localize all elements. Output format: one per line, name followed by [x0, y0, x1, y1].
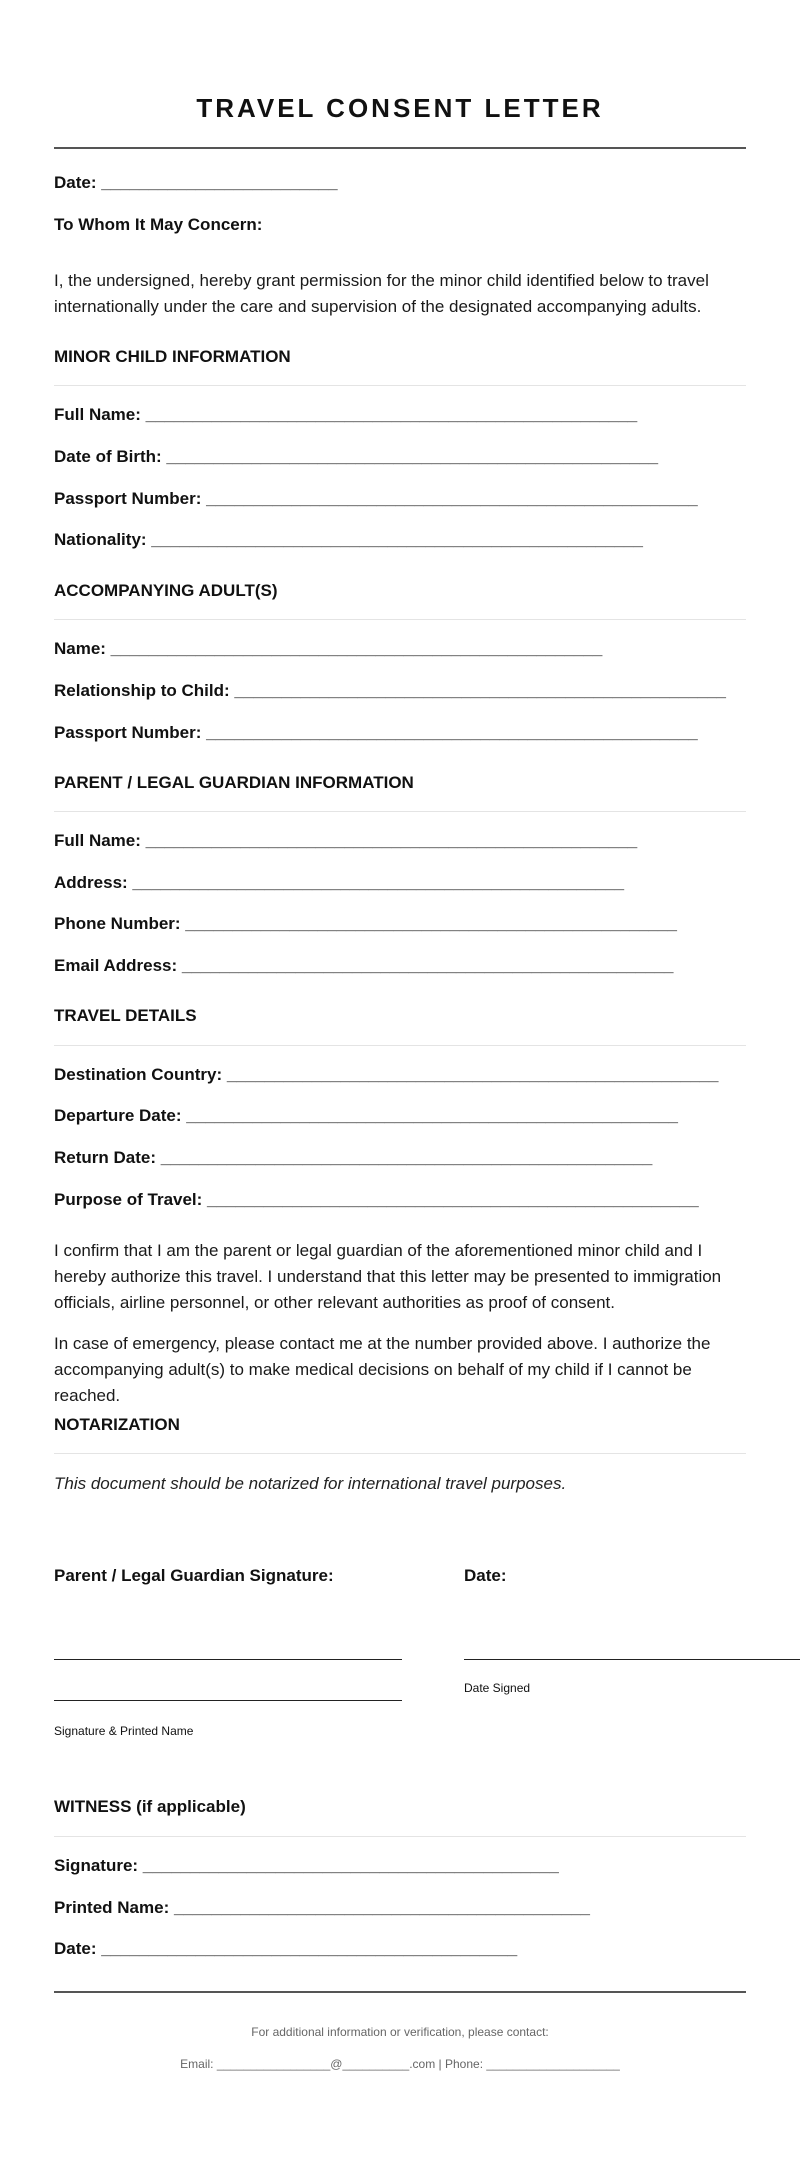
return-date-field: Return Date: ____________________________________________________	[54, 1148, 653, 1167]
signature-printed-name-caption: Signature & Printed Name	[54, 1724, 194, 1738]
guardian-signature-label: Parent / Legal Guardian Signature:	[54, 1566, 334, 1585]
witness-date-field: Date: ____________________________________________	[54, 1939, 518, 1958]
accompanying-adults-divider	[54, 619, 746, 620]
notarization-heading: NOTARIZATION	[54, 1415, 180, 1434]
departure-date-field: Departure Date: ____________________________________________________	[54, 1106, 678, 1125]
guardian-phone-field: Phone Number: ____________________________________________________	[54, 914, 677, 933]
date-line	[464, 1659, 800, 1660]
salutation: To Whom It May Concern:	[54, 215, 263, 234]
intro-paragraph: I, the undersigned, hereby grant permission for the minor child identified below to travel internationally under the care and supervision of the designated accompanying adults.	[54, 271, 709, 316]
minor-child-heading: MINOR CHILD INFORMATION	[54, 347, 291, 366]
adult-passport-number-field: Passport Number: ____________________________________________________	[54, 723, 698, 742]
notarization-note: This document should be notarized for international travel purposes.	[54, 1474, 567, 1493]
footer-divider	[54, 1991, 746, 1993]
signature-date-label: Date:	[464, 1566, 507, 1585]
child-date-of-birth-field: Date of Birth: ____________________________________________________	[54, 447, 659, 466]
purpose-of-travel-field: Purpose of Travel: ____________________________________________________	[54, 1190, 699, 1209]
notarization-divider	[54, 1453, 746, 1454]
child-nationality-field: Nationality: ____________________________________________________	[54, 530, 643, 549]
date-signed-caption: Date Signed	[464, 1681, 531, 1695]
footer-contact-line: For additional information or verification, please contact:	[251, 2025, 549, 2039]
guardian-heading: PARENT / LEGAL GUARDIAN INFORMATION	[54, 773, 414, 792]
adult-relationship-field: Relationship to Child: ____________________________________________________	[54, 681, 727, 700]
witness-heading: WITNESS (if applicable)	[54, 1797, 246, 1816]
child-full-name-field: Full Name: ____________________________________________________	[54, 405, 638, 424]
guardian-divider	[54, 811, 746, 812]
child-passport-number-field: Passport Number: ____________________________________________________	[54, 489, 698, 508]
destination-country-field: Destination Country: ____________________________________________________	[54, 1065, 719, 1084]
witness-divider	[54, 1836, 746, 1837]
guardian-full-name-field: Full Name: ____________________________________________________	[54, 831, 638, 850]
signature-line	[54, 1659, 402, 1660]
accompanying-adults-heading: ACCOMPANYING ADULT(S)	[54, 581, 278, 600]
printed-name-line	[54, 1700, 402, 1701]
witness-printed-name-field: Printed Name: ____________________________________________	[54, 1898, 590, 1917]
witness-signature-field: Signature: ____________________________________________	[54, 1856, 559, 1875]
travel-details-divider	[54, 1045, 746, 1046]
date-field: Date: _________________________	[54, 173, 338, 192]
guardian-email-field: Email Address: ____________________________________________________	[54, 956, 674, 975]
document-title: TRAVEL CONSENT LETTER	[196, 93, 604, 123]
confirmation-paragraph: I confirm that I am the parent or legal guardian of the aforementioned minor child and I hereby authorize this travel. I understand that this letter may be presented to immigration officials, airline personnel, or other relevant authorities as proof of consent.	[54, 1241, 722, 1312]
title-divider	[54, 147, 746, 149]
guardian-address-field: Address: ____________________________________________________	[54, 873, 625, 892]
minor-child-divider	[54, 385, 746, 386]
footer-email-phone-line: Email: _________________@__________.com | Phone: ____________________	[180, 2057, 620, 2071]
adult-name-field: Name: ____________________________________________________	[54, 639, 603, 658]
travel-details-heading: TRAVEL DETAILS	[54, 1006, 197, 1025]
emergency-paragraph: In case of emergency, please contact me at the number provided above. I authorize the accompanying adult(s) to make medical decisions on behalf of my child if I cannot be reached.	[54, 1334, 711, 1405]
